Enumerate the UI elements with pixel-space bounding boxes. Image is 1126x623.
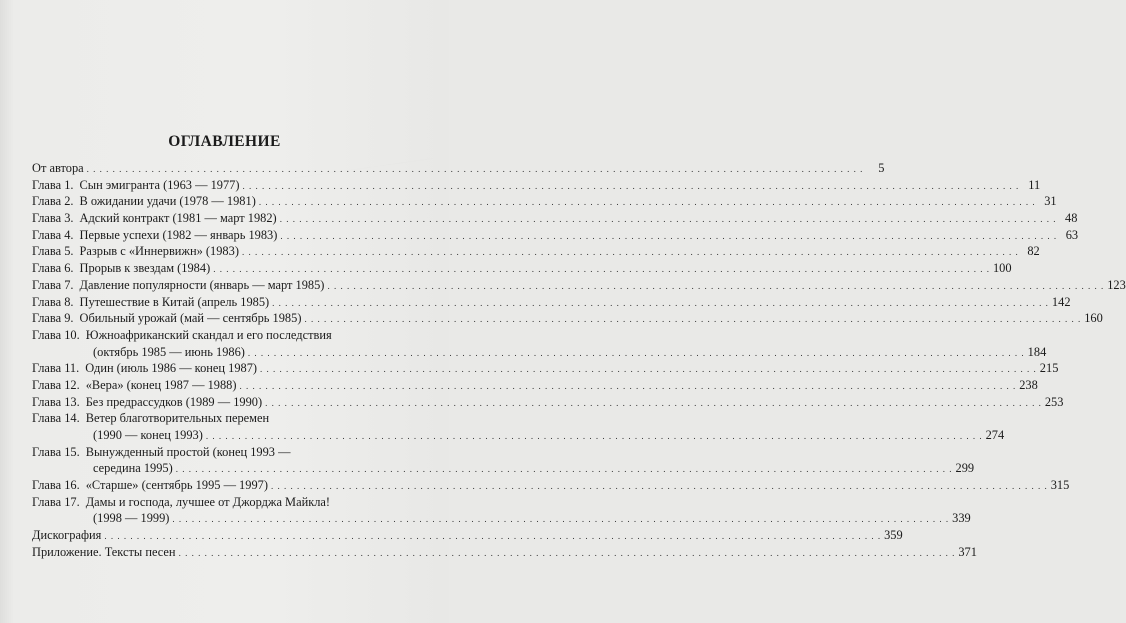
toc-entry-line <box>32 160 885 177</box>
dot-leader: . . . . . . . . . . . . . . . . . . . . . . . . . . . . . . . . . . . . . . . . . . . . . . . . . . . . . . . . . . . . . . . . . . . . . . . . . . . . . . . . . . . . . . . . . . . . . . . . . . . . . . . . . . . . . . . . . . . . . . . . <box>86 164 864 174</box>
chapter-title: Разрыв с «Иннервижн» (1983) <box>79 244 239 259</box>
toc-entry <box>32 260 1012 277</box>
page-number: 48 <box>1065 211 1078 226</box>
page-number: 123 <box>1107 277 1126 292</box>
toc-entry-line <box>32 544 977 561</box>
dot-leader: . . . . . . . . . . . . . . . . . . . . . . . . . . . . . . . . . . . . . . . . . . . . . . . . . . . . . . . . . . . . . . . . . . . . . . . . . . . . . . . . . . . . . . . . . . . . . . . . . . . . . . . . . . . . . . . . . . . . . . . . <box>241 247 1019 258</box>
chapter-title: Один (июль 1986 — конец 1987) <box>85 361 258 376</box>
toc-entry-line <box>32 260 1012 277</box>
chapter-title: Дамы и господа, лучшее от Джорджа Майкла! <box>85 494 331 509</box>
toc-entry <box>32 227 1079 244</box>
toc-entry-continuation <box>32 427 1005 444</box>
chapter-number: Глава 3. <box>32 211 74 226</box>
chapter-number: Глава 6. <box>32 261 74 276</box>
chapter-title: Дискография <box>32 528 102 543</box>
page-number: 215 <box>1039 361 1059 376</box>
toc-entry-line <box>32 410 390 427</box>
chapter-title: «Старше» (сентябрь 1995 — 1997) <box>85 478 268 493</box>
toc-entry <box>32 394 1064 411</box>
page-number: 100 <box>992 261 1012 276</box>
chapter-number: Глава 11. <box>32 361 80 376</box>
dot-leader: . . . . . . . . . . . . . . . . . . . . . . . . . . . . . . . . . . . . . . . . . . . . . . . . . . . . . . . . . . . . . . . . . . . . . . . . . . . . . . . . . . . . . . . . . . . . . . . . . . . . . . . . . . . . . . . . . . . . . . . . <box>272 297 1049 308</box>
page-number: 339 <box>952 511 971 526</box>
toc-entry-line <box>32 193 1057 210</box>
toc-entry <box>32 327 1047 360</box>
page-number: 299 <box>955 461 975 476</box>
toc-entry-line <box>32 294 1071 311</box>
dot-leader: . . . . . . . . . . . . . . . . . . . . . . . . . . . . . . . . . . . . . . . . . . . . . . . . . . . . . . . . . . . . . . . . . . . . . . . . . . . . . . . . . . . . . . . . . . . . . . . . . . . . . . . . . . . . . . . . . . . . . . . . <box>104 531 882 542</box>
toc-entry-line <box>32 227 1079 244</box>
chapter-title: Ветер благотворительных перемен <box>85 411 270 426</box>
dot-leader: . . . . . . . . . . . . . . . . . . . . . . . . . . . . . . . . . . . . . . . . . . . . . . . . . . . . . . . . . . . . . . . . . . . . . . . . . . . . . . . . . . . . . . . . . . . . . . . . . . . . . . . . . . . . . . . . . . . . . . . . <box>304 314 1082 325</box>
chapter-title: В ожидании удачи (1978 — 1981) <box>79 194 256 209</box>
page-number: 184 <box>1027 344 1047 359</box>
toc-entry <box>32 210 1078 227</box>
chapter-number: Глава 10. <box>32 327 80 342</box>
page-number: 11 <box>1028 177 1041 192</box>
toc-entry <box>32 527 903 544</box>
page-title: ОГЛАВЛЕНИЕ <box>168 133 281 150</box>
chapter-title: Вынужденный простой (конец 1993 — <box>85 444 291 459</box>
chapter-title: Адский контракт (1981 — март 1982) <box>79 211 277 226</box>
toc-entry-line <box>32 327 390 344</box>
dot-leader: . . . . . . . . . . . . . . . . . . . . . . . . . . . . . . . . . . . . . . . . . . . . . . . . . . . . . . . . . . . . . . . . . . . . . . . . . . . . . . . . . . . . . . . . . . . . . . . . . . . . . . . . . . . . . . . . . . . . . . . . <box>270 481 1048 492</box>
dot-leader: . . . . . . . . . . . . . . . . . . . . . . . . . . . . . . . . . . . . . . . . . . . . . . . . . . . . . . . . . . . . . . . . . . . . . . . . . . . . . . . . . . . . . . . . . . . . . . . . . . . . . . . . . . . . . . . . . . . . . . . . <box>260 364 1037 375</box>
toc-entry-line <box>32 494 390 511</box>
toc-entry-line <box>32 310 1103 327</box>
chapter-number: Глава 17. <box>32 494 80 509</box>
chapter-number: Глава 1. <box>32 177 74 192</box>
chapter-title: Прорыв к звездам (1984) <box>79 261 211 276</box>
toc-entry-line <box>32 444 390 461</box>
dot-leader: . . . . . . . . . . . . . . . . . . . . . . . . . . . . . . . . . . . . . . . . . . . . . . . . . . . . . . . . . . . . . . . . . . . . . . . . . . . . . . . . . . . . . . . . . . . . . . . . . . . . . . . . . . . . . . . . . . . . . . . . <box>213 264 990 275</box>
dot-leader: . . . . . . . . . . . . . . . . . . . . . . . . . . . . . . . . . . . . . . . . . . . . . . . . . . . . . . . . . . . . . . . . . . . . . . . . . . . . . . . . . . . . . . . . . . . . . . . . . . . . . . . . . . . . . . . . . . . . . . . . <box>247 347 1025 358</box>
chapter-title: Сын эмигранта (1963 — 1977) <box>79 177 240 192</box>
chapter-number: Глава 5. <box>32 244 74 259</box>
chapter-title: Путешествие в Китай (апрель 1985) <box>79 294 270 309</box>
toc-entry <box>32 410 1005 443</box>
toc-entry <box>32 544 977 561</box>
chapter-title: (1990 — конец 1993) <box>93 428 203 442</box>
page-number: 371 <box>958 544 977 559</box>
chapter-title: «Вера» (конец 1987 — 1988) <box>85 377 237 392</box>
dot-leader: . . . . . . . . . . . . . . . . . . . . . . . . . . . . . . . . . . . . . . . . . . . . . . . . . . . . . . . . . . . . . . . . . . . . . . . . . . . . . . . . . . . . . . . . . . . . . . . . . . . . . . . . . . . . . . . . . . . . . . . . <box>279 214 1057 225</box>
page-number: 82 <box>1027 244 1040 259</box>
toc-entry-continuation <box>32 510 971 527</box>
toc-entry <box>32 193 1057 210</box>
chapter-number: Глава 8. <box>32 294 74 309</box>
page-number: 5 <box>878 161 885 175</box>
toc-entry-line <box>32 243 1040 260</box>
dot-leader: . . . . . . . . . . . . . . . . . . . . . . . . . . . . . . . . . . . . . . . . . . . . . . . . . . . . . . . . . . . . . . . . . . . . . . . . . . . . . . . . . . . . . . . . . . . . . . . . . . . . . . . . . . . . . . . . . . . . . . . . <box>265 397 1042 408</box>
page-number: 359 <box>884 528 903 543</box>
chapter-number: Глава 15. <box>32 444 80 459</box>
chapter-title: Давление популярности (январь — март 1985) <box>79 277 325 292</box>
toc-entry <box>32 243 1040 260</box>
toc-entry <box>32 444 975 477</box>
toc-entry-continuation <box>32 460 975 477</box>
toc-entry-line <box>32 477 1070 494</box>
chapter-number: Глава 16. <box>32 478 80 493</box>
toc-entry <box>32 177 1041 194</box>
toc-entry <box>32 477 1070 494</box>
page-number: 274 <box>985 428 1005 442</box>
toc-entry <box>32 277 1126 294</box>
chapter-title: середина 1995) <box>93 461 173 476</box>
chapter-title: (октябрь 1985 — июнь 1986) <box>93 344 245 359</box>
chapter-title: Обильный урожай (май — сентябрь 1985) <box>79 311 302 326</box>
page-number: 160 <box>1084 311 1103 326</box>
page-number: 315 <box>1050 478 1070 493</box>
dot-leader: . . . . . . . . . . . . . . . . . . . . . . . . . . . . . . . . . . . . . . . . . . . . . . . . . . . . . . . . . . . . . . . . . . . . . . . . . . . . . . . . . . . . . . . . . . . . . . . . . . . . . . . . . . . . . . . . . . . . . . . . <box>205 431 983 441</box>
chapter-title: От автора <box>32 161 84 175</box>
dot-leader: . . . . . . . . . . . . . . . . . . . . . . . . . . . . . . . . . . . . . . . . . . . . . . . . . . . . . . . . . . . . . . . . . . . . . . . . . . . . . . . . . . . . . . . . . . . . . . . . . . . . . . . . . . . . . . . . . . . . . . . . <box>178 547 956 558</box>
chapter-title: (1998 — 1999) <box>93 511 170 526</box>
page-number: 31 <box>1044 194 1057 209</box>
dot-leader: . . . . . . . . . . . . . . . . . . . . . . . . . . . . . . . . . . . . . . . . . . . . . . . . . . . . . . . . . . . . . . . . . . . . . . . . . . . . . . . . . . . . . . . . . . . . . . . . . . . . . . . . . . . . . . . . . . . . . . . . <box>327 280 1105 291</box>
toc-entry <box>32 494 971 527</box>
page-number: 253 <box>1044 394 1064 409</box>
toc-entry-line <box>32 377 1038 394</box>
dot-leader: . . . . . . . . . . . . . . . . . . . . . . . . . . . . . . . . . . . . . . . . . . . . . . . . . . . . . . . . . . . . . . . . . . . . . . . . . . . . . . . . . . . . . . . . . . . . . . . . . . . . . . . . . . . . . . . . . . . . . . . . <box>239 380 1017 391</box>
chapter-number: Глава 12. <box>32 377 80 392</box>
dot-leader: . . . . . . . . . . . . . . . . . . . . . . . . . . . . . . . . . . . . . . . . . . . . . . . . . . . . . . . . . . . . . . . . . . . . . . . . . . . . . . . . . . . . . . . . . . . . . . . . . . . . . . . . . . . . . . . . . . . . . . . . <box>258 197 1036 208</box>
chapter-title: Без предрассудков (1989 — 1990) <box>85 394 263 409</box>
page-number: 63 <box>1065 227 1079 242</box>
dot-leader: . . . . . . . . . . . . . . . . . . . . . . . . . . . . . . . . . . . . . . . . . . . . . . . . . . . . . . . . . . . . . . . . . . . . . . . . . . . . . . . . . . . . . . . . . . . . . . . . . . . . . . . . . . . . . . . . . . . . . . . . <box>242 180 1020 191</box>
toc-entry-line <box>32 177 1041 194</box>
toc-entry-line <box>32 394 1064 411</box>
page-number: 238 <box>1019 377 1038 392</box>
toc-entry <box>32 360 1059 377</box>
toc-entry-line <box>32 277 1126 294</box>
chapter-number: Глава 2. <box>32 194 74 209</box>
chapter-title: Приложение. Тексты песен <box>32 544 176 559</box>
table-of-contents <box>32 160 1126 561</box>
toc-entry-continuation <box>32 344 1047 361</box>
toc-entry <box>32 377 1038 394</box>
toc-entry-line <box>32 527 903 544</box>
toc-entry-line <box>32 210 1078 227</box>
chapter-number: Глава 4. <box>32 227 74 242</box>
toc-entry <box>32 160 885 177</box>
dot-leader: . . . . . . . . . . . . . . . . . . . . . . . . . . . . . . . . . . . . . . . . . . . . . . . . . . . . . . . . . . . . . . . . . . . . . . . . . . . . . . . . . . . . . . . . . . . . . . . . . . . . . . . . . . . . . . . . . . . . . . . . <box>175 464 953 475</box>
chapter-number: Глава 14. <box>32 411 80 426</box>
toc-entry <box>32 294 1071 311</box>
dot-leader: . . . . . . . . . . . . . . . . . . . . . . . . . . . . . . . . . . . . . . . . . . . . . . . . . . . . . . . . . . . . . . . . . . . . . . . . . . . . . . . . . . . . . . . . . . . . . . . . . . . . . . . . . . . . . . . . . . . . . . . . <box>280 230 1058 241</box>
chapter-number: Глава 9. <box>32 311 74 326</box>
chapter-number: Глава 13. <box>32 394 80 409</box>
toc-entry-line <box>32 360 1059 377</box>
chapter-title: Первые успехи (1982 — январь 1983) <box>79 227 278 242</box>
toc-entry <box>32 310 1103 327</box>
chapter-title: Южноафриканский скандал и его последствия <box>85 327 332 342</box>
page-number: 142 <box>1051 294 1071 309</box>
dot-leader: . . . . . . . . . . . . . . . . . . . . . . . . . . . . . . . . . . . . . . . . . . . . . . . . . . . . . . . . . . . . . . . . . . . . . . . . . . . . . . . . . . . . . . . . . . . . . . . . . . . . . . . . . . . . . . . . . . . . . . . . <box>172 514 950 525</box>
chapter-number: Глава 7. <box>32 277 74 292</box>
